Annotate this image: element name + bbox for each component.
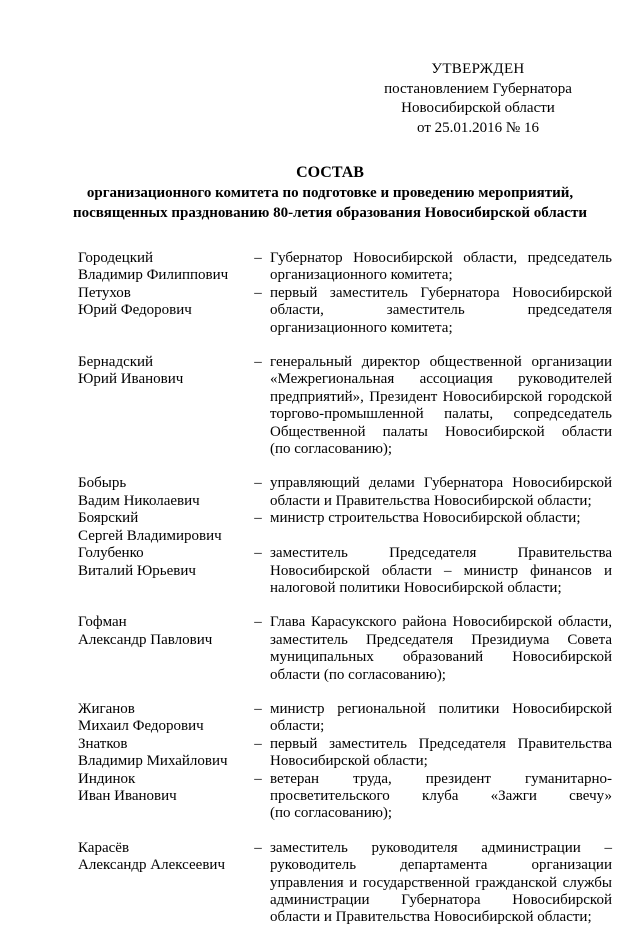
member-given-names: Иван Иванович [78, 787, 177, 804]
member-position [270, 475, 612, 510]
member-given-names: Виталий Юрьевич [78, 562, 196, 579]
member-surname: Жиганов [78, 700, 135, 717]
heading-subtitle-line: посвященных празднованию 80-летия образования Новосибирской области [73, 205, 587, 221]
member-name [78, 736, 246, 771]
member-position [270, 771, 612, 823]
member-position-line: администрации Губернатора Новосибирской [270, 892, 612, 908]
document-heading [60, 163, 600, 223]
member-position-line: Общественной палаты Новосибирской области [270, 423, 612, 440]
member-position-line: налоговой политики Новосибирской области; [270, 579, 562, 596]
member-position-line: министр региональной политики Новосибирской [270, 700, 612, 717]
member-name [78, 475, 246, 510]
approval-line: постановлением Губернатора [384, 80, 572, 97]
member-row [78, 285, 612, 337]
member-given-names: Владимир Филиппович [78, 267, 229, 284]
member-surname: Петухов [78, 284, 131, 301]
member-position [270, 250, 612, 285]
member-position [270, 545, 612, 597]
member-dash: – [254, 475, 262, 492]
member-position [270, 354, 612, 458]
member-row [78, 736, 612, 771]
member-position-line: (по согласованию); [270, 441, 393, 458]
member-name [78, 250, 246, 285]
member-position-line: заместитель Председателя Правительства [270, 545, 612, 562]
member-position-line: генеральный директор общественной организации [270, 354, 612, 371]
member-name [78, 771, 246, 823]
member-row [78, 771, 612, 823]
member-surname: Бобырь [78, 475, 127, 492]
member-position-line: организационного комитета; [270, 319, 453, 336]
member-row [78, 840, 612, 927]
member-position-line: первый заместитель Председателя Правительства [270, 735, 612, 752]
member-position-line: организационного комитета; [270, 267, 453, 284]
member-name [78, 701, 246, 736]
member-position-line: руководитель департамента организации [270, 857, 612, 874]
member-position-line: (по согласованию); [270, 805, 393, 822]
approval-stamp [378, 60, 578, 138]
member-row [78, 545, 612, 597]
member-dash: – [254, 250, 262, 266]
member-row [78, 475, 612, 510]
member-given-names: Вадим Николаевич [78, 492, 200, 509]
member-position [270, 736, 612, 771]
member-given-names: Владимир Михайлович [78, 753, 228, 770]
member-position-line: «Межрегиональная ассоциация руководителей [270, 371, 612, 388]
member-dash: – [254, 839, 262, 856]
member-name [78, 614, 246, 684]
member-position [270, 510, 612, 545]
member-dash: – [254, 545, 262, 562]
member-position-line: области; [270, 718, 325, 735]
member-surname: Индинок [78, 770, 136, 787]
member-row [78, 250, 612, 285]
member-position-line: торгово-промышленной палаты, сопредседатель [270, 406, 612, 423]
member-position-line: Новосибирской области; [270, 753, 428, 770]
member-surname: Боярский [78, 510, 139, 527]
member-position-line: управления и государственной гражданской службы [270, 874, 612, 891]
member-position-line: просветительского клуба «Зажги свечу» [270, 787, 612, 804]
member-given-names: Сергей Владимирович [78, 527, 222, 544]
member-position-line: управляющий делами Губернатора Новосибирской [270, 475, 612, 492]
member-position-line: Новосибирской области – министр финансов и [270, 562, 612, 579]
member-name [78, 285, 246, 337]
member-position-line: заместитель руководителя администрации – [270, 839, 612, 856]
member-position-line: министр строительства Новосибирской области; [270, 510, 581, 527]
member-given-names: Юрий Федорович [78, 302, 192, 319]
member-name [78, 354, 246, 458]
member-position-line: муниципальных образований Новосибирской [270, 649, 612, 666]
member-position-line: области и Правительства Новосибирской области; [270, 909, 592, 926]
member-dash: – [254, 770, 262, 787]
member-dash: – [254, 284, 262, 301]
members-list [78, 250, 612, 927]
member-row [78, 354, 612, 458]
member-surname: Городецкий [78, 250, 154, 266]
member-name [78, 840, 246, 927]
member-position-line: области, заместитель председателя [270, 302, 612, 319]
member-name [78, 510, 246, 545]
member-position-line: ветеран труда, президент гуманитарно- [270, 770, 612, 787]
approval-line: Новосибирской области [401, 100, 555, 116]
member-position [270, 614, 612, 684]
member-given-names: Михаил Федорович [78, 718, 204, 735]
member-dash: – [254, 510, 262, 527]
member-surname: Бернадский [78, 354, 154, 371]
member-dash: – [254, 614, 262, 631]
member-dash: – [254, 354, 262, 371]
member-position [270, 701, 612, 736]
approval-date: от 25.01.2016 № 16 [417, 119, 539, 136]
member-surname: Гофман [78, 614, 127, 631]
member-position [270, 285, 612, 337]
member-given-names: Александр Алексеевич [78, 857, 225, 874]
member-given-names: Александр Павлович [78, 631, 213, 648]
member-position-line: Глава Карасукского района Новосибирской области, [270, 614, 612, 631]
member-row [78, 701, 612, 736]
member-position-line: первый заместитель Губернатора Новосибирской [270, 284, 612, 301]
heading-subtitle-line: организационного комитета по подготовке и проведению мероприятий, [86, 185, 574, 201]
member-position-line: Губернатор Новосибирской области, председатель [270, 250, 612, 266]
member-position-line: предприятий», Президент Новосибирской городской [270, 388, 612, 405]
approval-title: УТВЕРЖДЕН [431, 61, 525, 77]
member-position-line: заместитель Председателя Президиума Совета [270, 631, 612, 648]
member-row [78, 510, 612, 545]
member-position-line: области и Правительства Новосибирской области; [270, 492, 592, 509]
member-position [270, 840, 612, 927]
heading-title: СОСТАВ [296, 164, 364, 181]
member-surname: Карасёв [78, 839, 130, 856]
member-name [78, 545, 246, 597]
member-dash: – [254, 735, 262, 752]
member-given-names: Юрий Иванович [78, 371, 184, 388]
member-row [78, 614, 612, 684]
member-surname: Голубенко [78, 545, 144, 562]
member-position-line: области (по согласованию); [270, 666, 446, 683]
member-surname: Знатков [78, 735, 128, 752]
member-dash: – [254, 700, 262, 717]
